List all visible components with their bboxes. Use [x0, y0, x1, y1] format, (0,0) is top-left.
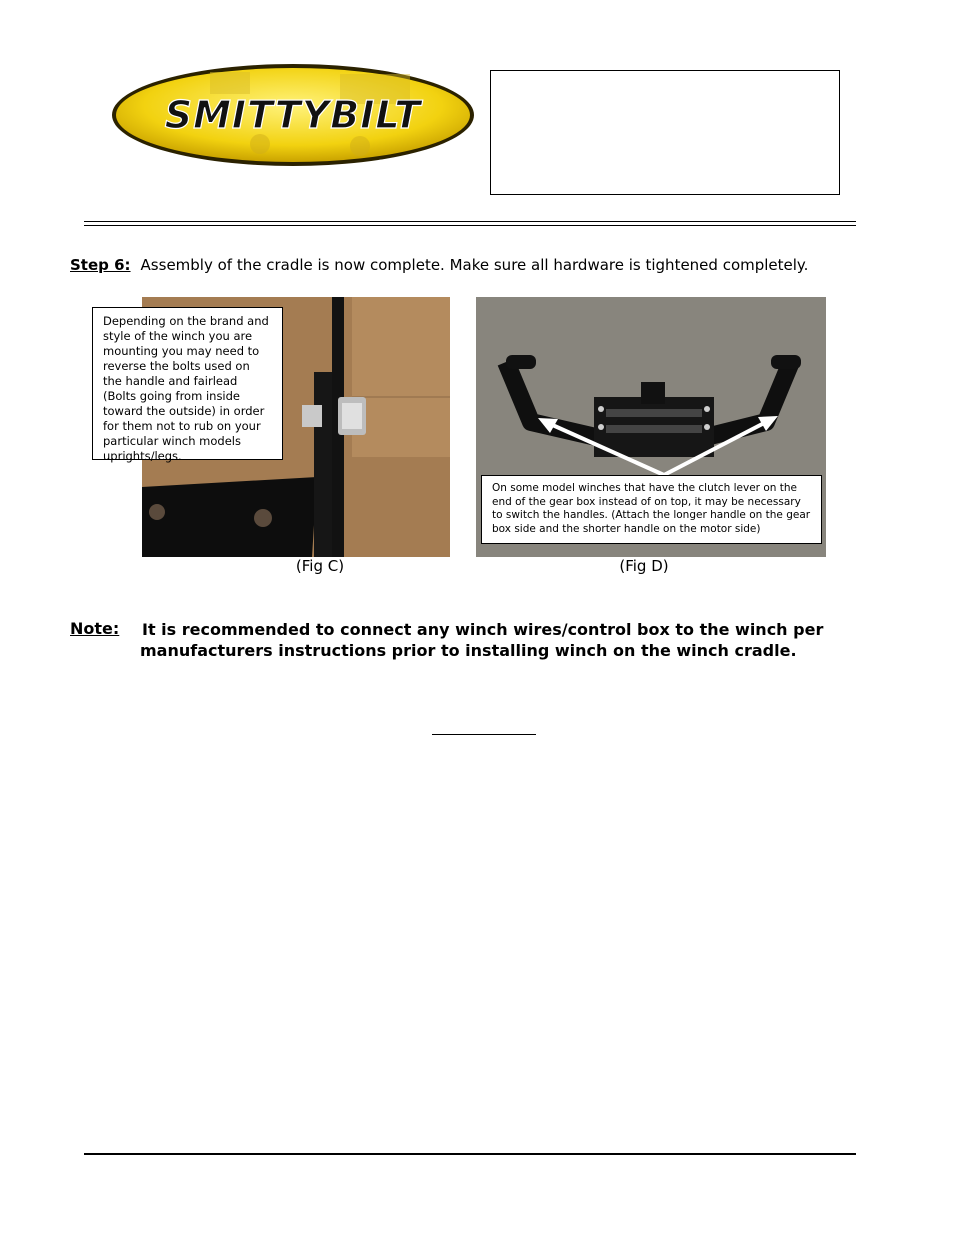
logo-text: SMITTYBILT	[164, 93, 422, 137]
step-6-label: Step 6:	[70, 256, 131, 274]
note-label: Note:	[70, 619, 120, 638]
fig-c-caption: (Fig C)	[295, 557, 345, 575]
smittybilt-logo	[110, 62, 476, 168]
header-rule-bottom	[84, 225, 856, 226]
fig-d-caption: (Fig D)	[619, 557, 669, 575]
header-rule-top	[84, 221, 856, 222]
footer-rule	[84, 1153, 856, 1155]
step-6	[70, 256, 808, 274]
fig-d-callout: On some model winches that have the clutch lever on the end of the gear box instead of on top, it may be necessary to switch the handles. (Attach the longer handle on the gear box side and the shorter handle on the motor side)	[481, 475, 822, 544]
note-text: It is recommended to connect any winch wires/control box to the winch per manufacturers instructions prior to installing winch on the winch cradle.	[140, 620, 824, 660]
fig-c-callout: Depending on the brand and style of the winch you are mounting you may need to reverse the bolts used on the handle and fairlead (Bolts going from inside toward the outside) in order for them not to rub on your particular winch models uprights/legs.	[92, 307, 283, 460]
step-6-text: Assembly of the cradle is now complete. Make sure all hardware is tightened completely.	[140, 256, 809, 274]
page-number-rule	[432, 734, 536, 735]
header-info-box	[490, 70, 840, 195]
